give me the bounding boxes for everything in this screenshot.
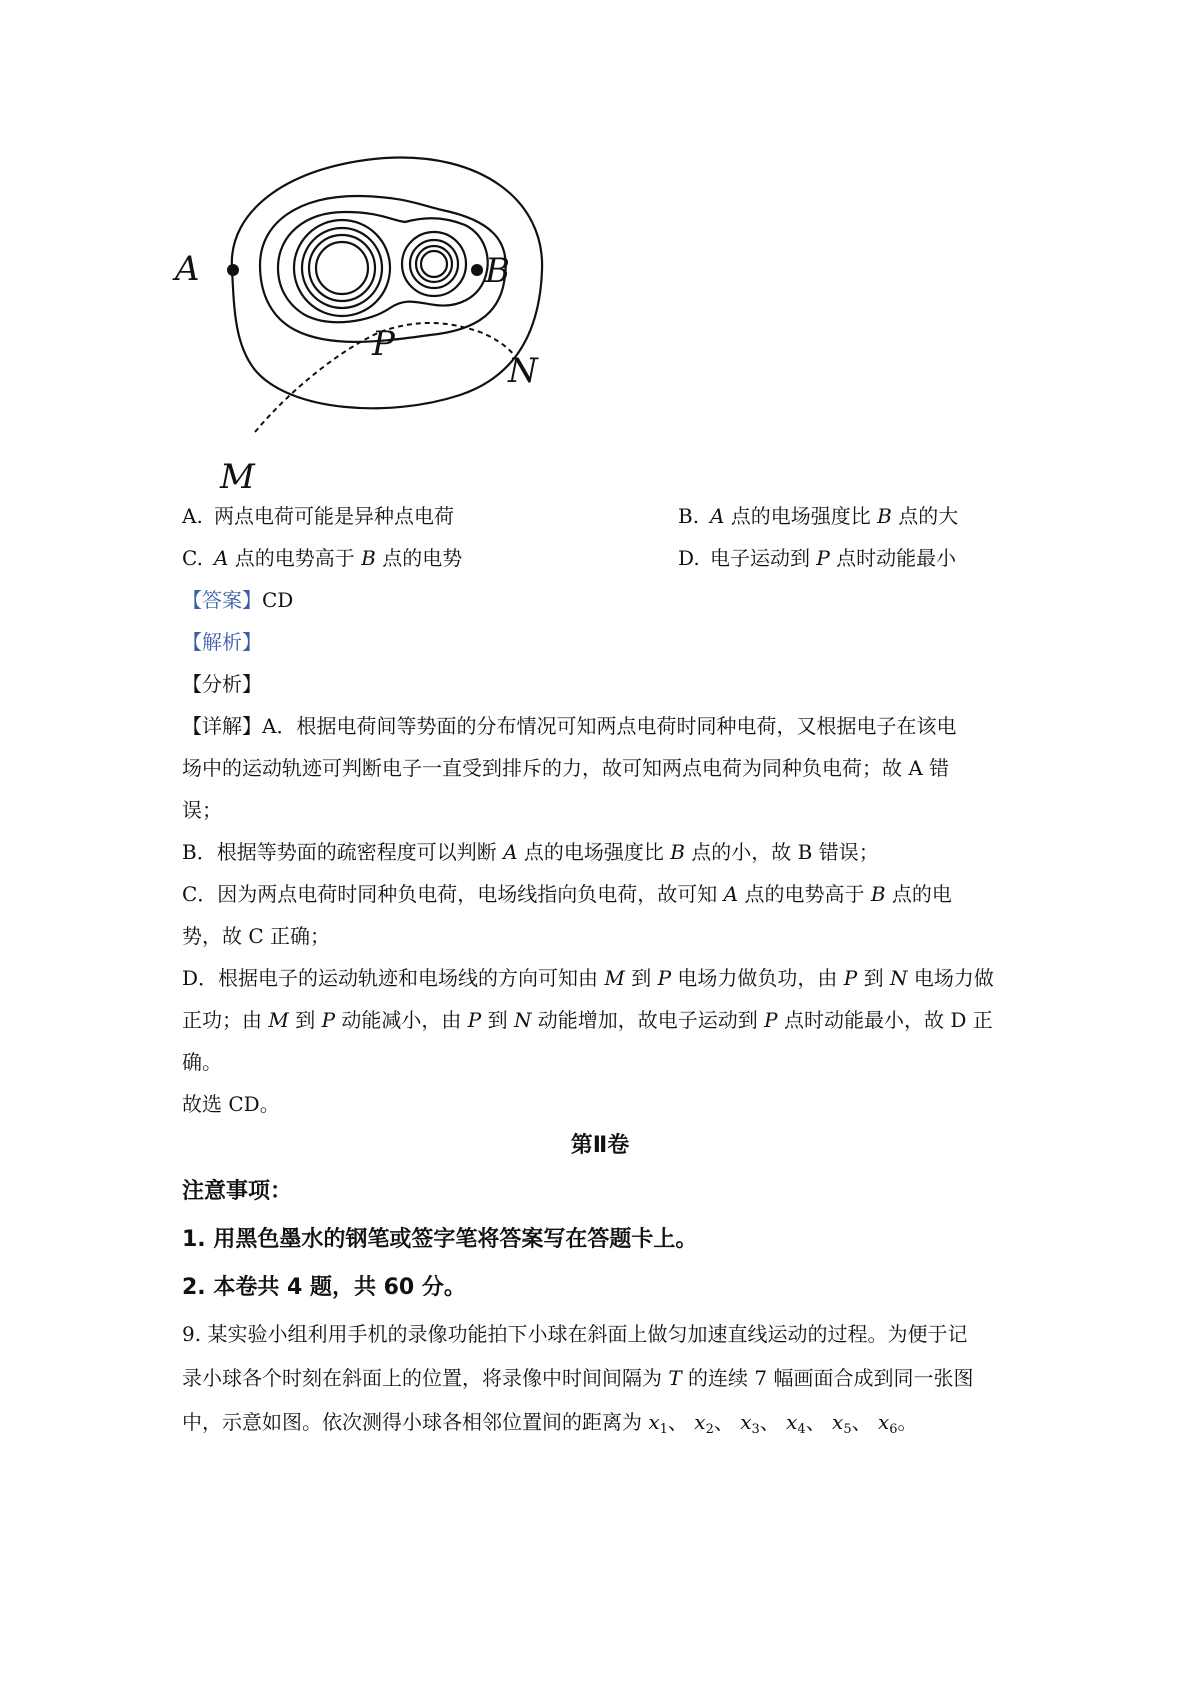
label-m: M bbox=[220, 457, 255, 497]
right-ring-4 bbox=[421, 251, 447, 277]
option-a: A. 两点电荷可能是异种点电荷 bbox=[182, 504, 454, 528]
detail-line-e: 正功；由 M 到 P 动能减小，由 P 到 N 动能增加，故电子运动到 P 点时动能最小，故 D 正 bbox=[182, 1008, 993, 1032]
label-n: N bbox=[508, 351, 538, 391]
notice-heading: 注意事项： bbox=[182, 1179, 293, 1204]
fenxi-tag: 【分析】 bbox=[182, 672, 262, 696]
section-title: 第Ⅱ卷 bbox=[570, 1133, 630, 1158]
q9-line-3: 中，示意如图。依次测得小球各相邻位置间的距离为 $x_1$、 $x_2$、 $x_3$、 $x_4$、 $x_5$、 $x_6$。 bbox=[182, 1410, 918, 1437]
point-a-dot bbox=[227, 264, 239, 276]
q9-line-2: 录小球各个时刻在斜面上的位置，将录像中时间间隔为 T 的连续 7 幅画面合成到同一张图 bbox=[182, 1366, 974, 1390]
left-ring-3 bbox=[309, 235, 375, 301]
left-ring-2 bbox=[302, 228, 382, 308]
analysis-tag: 【解析】 bbox=[182, 630, 262, 654]
equipotential-diagram bbox=[175, 150, 620, 497]
equipotential-figure bbox=[175, 150, 620, 497]
right-ring-2 bbox=[410, 240, 458, 288]
option-b: B. A 点的电场强度比 B 点的大 bbox=[678, 504, 959, 528]
notice-item-2: 2. 本卷共 4 题，共 60 分。 bbox=[182, 1275, 466, 1300]
conclusion: 故选 CD。 bbox=[182, 1092, 280, 1116]
detail-line-c: C．因为两点电荷时同种负电荷，电场线指向负电荷，故可知 A 点的电势高于 B 点的电 bbox=[182, 882, 952, 906]
detail-line-f: 确。 bbox=[182, 1050, 222, 1074]
q9-line-1: 9. 某实验小组利用手机的录像功能拍下小球在斜面上做匀加速直线运动的过程。为便于记 bbox=[182, 1322, 968, 1346]
detail-line-d: D．根据电子的运动轨迹和电场线的方向可知由 M 到 P 电场力做负功，由 P 到 N 电场力做 bbox=[182, 966, 994, 990]
detail-line-3: 误； bbox=[182, 798, 222, 822]
detail-line-c2: 势，故 C 正确； bbox=[182, 924, 331, 948]
label-a: A bbox=[175, 249, 200, 289]
option-d: D. 电子运动到 P 点时动能最小 bbox=[678, 546, 957, 570]
option-c: C. A 点的电势高于 B 点的电势 bbox=[182, 546, 463, 570]
left-ring-4 bbox=[316, 242, 368, 294]
point-b-dot bbox=[471, 264, 483, 276]
label-b: B bbox=[485, 251, 510, 291]
detail-line-b: B．根据等势面的疏密程度可以判断 A 点的电场强度比 B 点的小，故 B 错误； bbox=[182, 840, 879, 864]
right-ring-1 bbox=[402, 232, 466, 296]
detail-line-1: 【详解】A．根据电荷间等势面的分布情况可知两点电荷时同种电荷，又根据电子在该电 bbox=[182, 714, 957, 738]
answer-line: 【答案】CD bbox=[182, 588, 294, 612]
label-p: P bbox=[372, 324, 395, 364]
notice-item-1: 1. 用黑色墨水的钢笔或签字笔将答案写在答题卡上。 bbox=[182, 1227, 698, 1252]
detail-line-2: 场中的运动轨迹可判断电子一直受到排斥的力，故可知两点电荷为同种负电荷；故 A 错 bbox=[182, 756, 950, 780]
